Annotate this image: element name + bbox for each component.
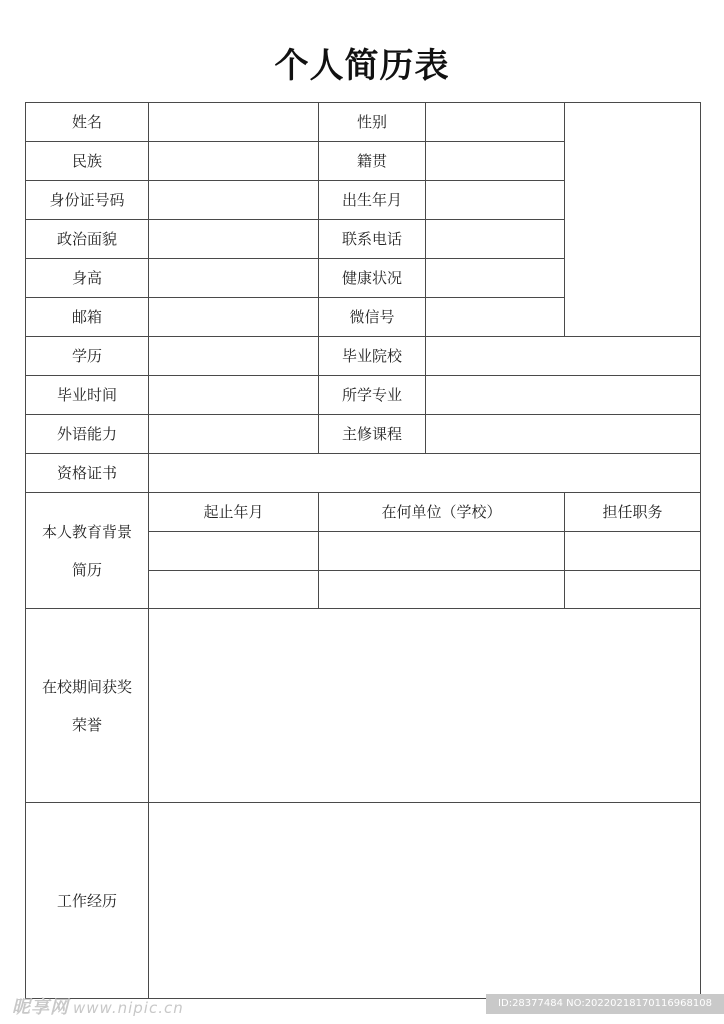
edu-period-field[interactable] (149, 532, 319, 571)
school-label: 毕业院校 (319, 337, 426, 376)
edu-header-unit: 在何单位（学校） (319, 493, 565, 532)
phone-label: 联系电话 (319, 220, 426, 259)
edu-unit-field[interactable] (319, 570, 565, 609)
id-number-field[interactable] (149, 181, 319, 220)
table-row (26, 609, 701, 803)
grad-time-field[interactable] (149, 376, 319, 415)
edu-header-position: 担任职务 (565, 493, 701, 532)
table-row (26, 103, 701, 142)
language-field[interactable] (149, 415, 319, 454)
awards-label-line1: 在校期间获奖 (41, 677, 132, 696)
school-field[interactable] (426, 337, 701, 376)
health-label: 健康状况 (319, 259, 426, 298)
name-field[interactable] (149, 103, 319, 142)
courses-label: 主修课程 (319, 415, 426, 454)
edu-background-label (26, 493, 149, 609)
work-label: 工作经历 (26, 803, 149, 999)
name-label: 姓名 (26, 103, 149, 142)
table-row (26, 337, 701, 376)
native-place-label: 籍贯 (319, 142, 426, 181)
ethnicity-label: 民族 (26, 142, 149, 181)
edu-period-field[interactable] (149, 570, 319, 609)
wechat-field[interactable] (426, 298, 565, 337)
phone-field[interactable] (426, 220, 565, 259)
page-title: 个人简历表 (274, 46, 450, 86)
id-number-label: 身份证号码 (26, 181, 149, 220)
major-field[interactable] (426, 376, 701, 415)
resume-table (25, 102, 701, 999)
email-label: 邮箱 (26, 298, 149, 337)
email-field[interactable] (149, 298, 319, 337)
birth-field[interactable] (426, 181, 565, 220)
awards-label (26, 609, 149, 803)
education-field[interactable] (149, 337, 319, 376)
table-row (26, 803, 701, 999)
edu-position-field[interactable] (565, 532, 701, 571)
table-row (26, 493, 701, 532)
certificate-label: 资格证书 (26, 454, 149, 493)
birth-label: 出生年月 (319, 181, 426, 220)
watermark-site: www.nipic.cn (73, 999, 184, 1017)
table-row (26, 376, 701, 415)
watermark-brand: 昵享网 (12, 997, 69, 1018)
edu-background-label-line1: 本人教育背景 (41, 522, 132, 541)
photo-box[interactable] (565, 103, 701, 337)
edu-background-label-line2: 简历 (71, 560, 102, 579)
ethnicity-field[interactable] (149, 142, 319, 181)
courses-field[interactable] (426, 415, 701, 454)
table-row (26, 454, 701, 493)
watermark (12, 993, 184, 1019)
awards-label-line2: 荣誉 (71, 715, 102, 734)
height-field[interactable] (149, 259, 319, 298)
native-place-field[interactable] (426, 142, 565, 181)
image-id-strip: ID:28377484 NO:20220218170116968108 (486, 994, 724, 1014)
language-label: 外语能力 (26, 415, 149, 454)
edu-unit-field[interactable] (319, 532, 565, 571)
work-field[interactable] (149, 803, 701, 999)
health-field[interactable] (426, 259, 565, 298)
education-label: 学历 (26, 337, 149, 376)
grad-time-label: 毕业时间 (26, 376, 149, 415)
major-label: 所学专业 (319, 376, 426, 415)
politics-field[interactable] (149, 220, 319, 259)
wechat-label: 微信号 (319, 298, 426, 337)
table-row (26, 415, 701, 454)
awards-field[interactable] (149, 609, 701, 803)
certificate-field[interactable] (149, 454, 701, 493)
gender-label: 性别 (319, 103, 426, 142)
edu-position-field[interactable] (565, 570, 701, 609)
politics-label: 政治面貌 (26, 220, 149, 259)
edu-header-period: 起止年月 (149, 493, 319, 532)
height-label: 身高 (26, 259, 149, 298)
gender-field[interactable] (426, 103, 565, 142)
